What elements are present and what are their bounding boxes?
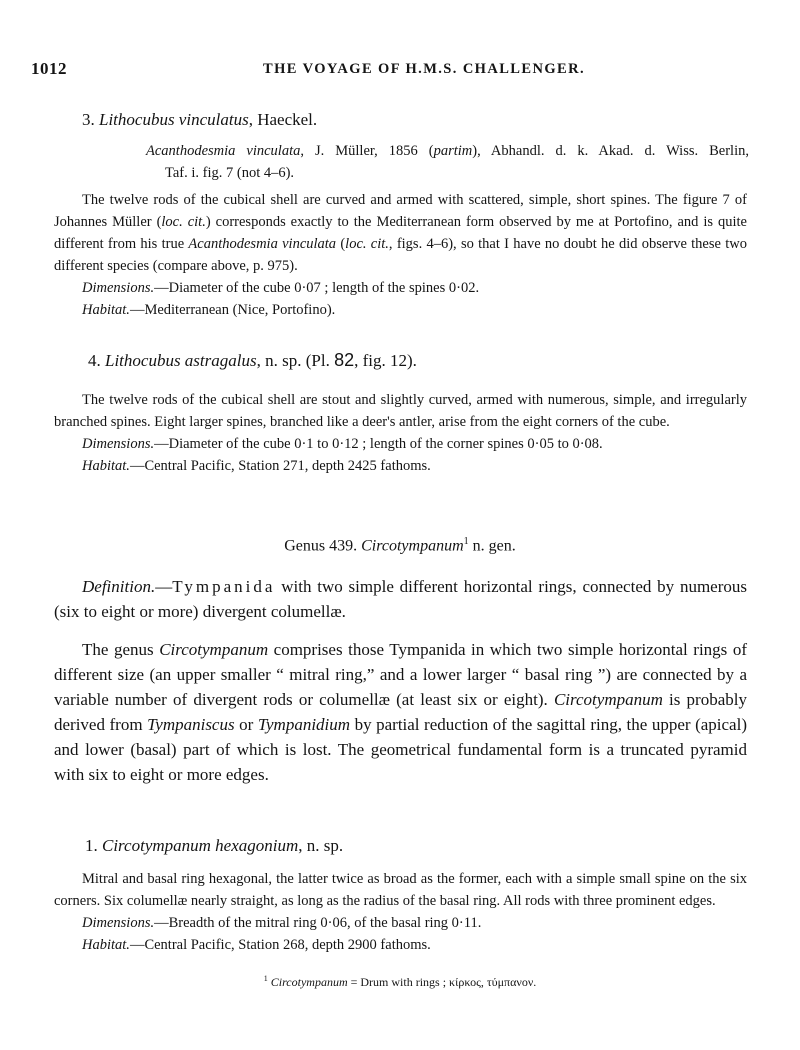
genus-name-ref: Tympaniscus bbox=[147, 715, 235, 734]
genus-name: Circotympanum bbox=[159, 640, 269, 659]
synonym-partim: partim bbox=[433, 143, 473, 159]
species-g1-heading bbox=[85, 833, 745, 858]
dimensions-label: Dimensions. bbox=[82, 436, 155, 452]
dimensions-label: Dimensions. bbox=[82, 280, 155, 296]
para-text: by partial reduction of the sagittal ring, the upper (apical) and lower (basal) part of which is lost. The geometrical fundamental form is a truncated pyramid with six to eight or more edges. bbox=[54, 715, 747, 784]
running-header bbox=[31, 59, 767, 83]
genus-paragraph bbox=[54, 637, 747, 787]
habitat-label: Habitat. bbox=[82, 937, 130, 953]
footnote-mark: 1 bbox=[463, 536, 469, 547]
genus-name: Circotympanum bbox=[361, 537, 464, 555]
para-text: or bbox=[234, 715, 258, 734]
running-title: THE VOYAGE OF H.M.S. CHALLENGER. bbox=[263, 61, 585, 77]
dimensions-text: —Diameter of the cube 0·1 to 0·12 ; length of the corner spines 0·05 to 0·08. bbox=[154, 436, 603, 452]
species-3-number: 3. bbox=[82, 110, 95, 129]
species-g1-description bbox=[54, 868, 747, 956]
species-4-fig: , fig. 12). bbox=[354, 351, 417, 370]
definition-dash: — bbox=[155, 577, 173, 596]
genus-name: Circotympanum bbox=[553, 690, 663, 709]
desc-text: , figs. 4–6), so that I have no doubt he did observe these two different species (compare above, p. 975). bbox=[54, 236, 747, 274]
desc-text: The twelve rods of the cubical shell are curved and armed with scattered, simple, short spines. The figure 7 of Johannes Müller ( bbox=[54, 192, 747, 230]
species-4-description bbox=[54, 389, 747, 477]
species-4-desc-text: The twelve rods of the cubical shell are stout and slightly curved, armed with numerous, simple, and irregularly branched spines. Eight larger spines, branched like a deer's antler, arise from the eight corners of the cube. bbox=[54, 392, 747, 430]
footnote bbox=[0, 974, 800, 990]
desc-loc-cit: loc. cit. bbox=[345, 236, 389, 252]
synonym-plate-ref: Taf. i. fig. 7 (not 4–6). bbox=[165, 165, 295, 181]
synonym-ref: , J. Müller, 1856 ( bbox=[300, 143, 434, 159]
page-number: 1012 bbox=[31, 59, 67, 78]
genus-new: n. gen. bbox=[468, 537, 516, 555]
footnote-text: = Drum with rings ; κίρκος, τύμπανον. bbox=[347, 975, 537, 989]
species-g1-authority: , n. sp. bbox=[298, 836, 344, 855]
species-3-authority: , Haeckel. bbox=[248, 110, 318, 129]
footnote-genus-name: Circotympanum bbox=[270, 975, 348, 989]
desc-text: ) corresponds exactly to the Mediterranean form observed by me at Portofino, and is quite different from his true bbox=[54, 214, 747, 252]
species-3-description bbox=[54, 189, 747, 321]
habitat-text: —Mediterranean (Nice, Portofino). bbox=[129, 302, 336, 318]
habitat-label: Habitat. bbox=[82, 302, 130, 318]
para-text: The genus bbox=[82, 640, 160, 659]
dimensions-text: —Diameter of the cube 0·07 ; length of the spines 0·02. bbox=[154, 280, 480, 296]
para-text: comprises those Tympanida in which two simple horizontal rings of different size (an upper smaller “ mitral ring,” and a lower larger “ basal ring ”) are connected by a variable number of divergent rods or columellæ (at least six or eight). bbox=[54, 640, 747, 709]
species-g1-number: 1. bbox=[85, 836, 98, 855]
species-4-number: 4. bbox=[88, 351, 101, 370]
definition-tympanida: Tympanida bbox=[172, 577, 276, 596]
habitat-text: —Central Pacific, Station 268, depth 2900 fathoms. bbox=[129, 937, 431, 953]
genus-heading bbox=[0, 536, 800, 555]
desc-text: ( bbox=[336, 236, 346, 252]
desc-species-name: Acanthodesmia vinculata bbox=[188, 236, 337, 252]
synonym-ref-cont: ), Abhandl. d. k. Akad. d. Wiss. Berlin, bbox=[472, 143, 749, 159]
habitat-text: —Central Pacific, Station 271, depth 2425 fathoms. bbox=[129, 458, 431, 474]
plate-number: 82 bbox=[334, 350, 355, 370]
genus-number: Genus 439. bbox=[284, 537, 362, 555]
genus-name-ref: Tympanidium bbox=[257, 715, 351, 734]
genus-definition bbox=[54, 574, 747, 624]
dimensions-text: —Breadth of the mitral ring 0·06, of the basal ring 0·11. bbox=[154, 915, 482, 931]
dimensions-label: Dimensions. bbox=[82, 915, 155, 931]
species-g1-desc-text: Mitral and basal ring hexagonal, the latter twice as broad as the former, each with a simple small spine on the six corners. Six columellæ nearly straight, as long as the radius of the basal ring. All rods with three prominent edges. bbox=[54, 871, 747, 909]
species-g1-name: Circotympanum hexagonium bbox=[102, 836, 299, 855]
species-4-heading bbox=[88, 348, 748, 373]
footnote-mark: 1 bbox=[263, 974, 268, 983]
species-3-name: Lithocubus vinculatus bbox=[99, 110, 249, 129]
definition-label: Definition. bbox=[82, 577, 156, 596]
species-4-authority: , n. sp. (Pl. bbox=[256, 351, 335, 370]
desc-loc-cit: loc. cit. bbox=[161, 214, 206, 230]
definition-text: with two simple different horizontal rings, connected by numerous (six to eight or more) divergent columellæ. bbox=[54, 577, 747, 621]
species-3-synonymy bbox=[146, 140, 749, 184]
species-4-name: Lithocubus astragalus bbox=[105, 351, 257, 370]
species-3-heading bbox=[82, 107, 742, 132]
para-text: is probably derived from bbox=[54, 690, 747, 734]
synonym-name: Acanthodesmia vinculata bbox=[146, 143, 301, 159]
habitat-label: Habitat. bbox=[82, 458, 130, 474]
